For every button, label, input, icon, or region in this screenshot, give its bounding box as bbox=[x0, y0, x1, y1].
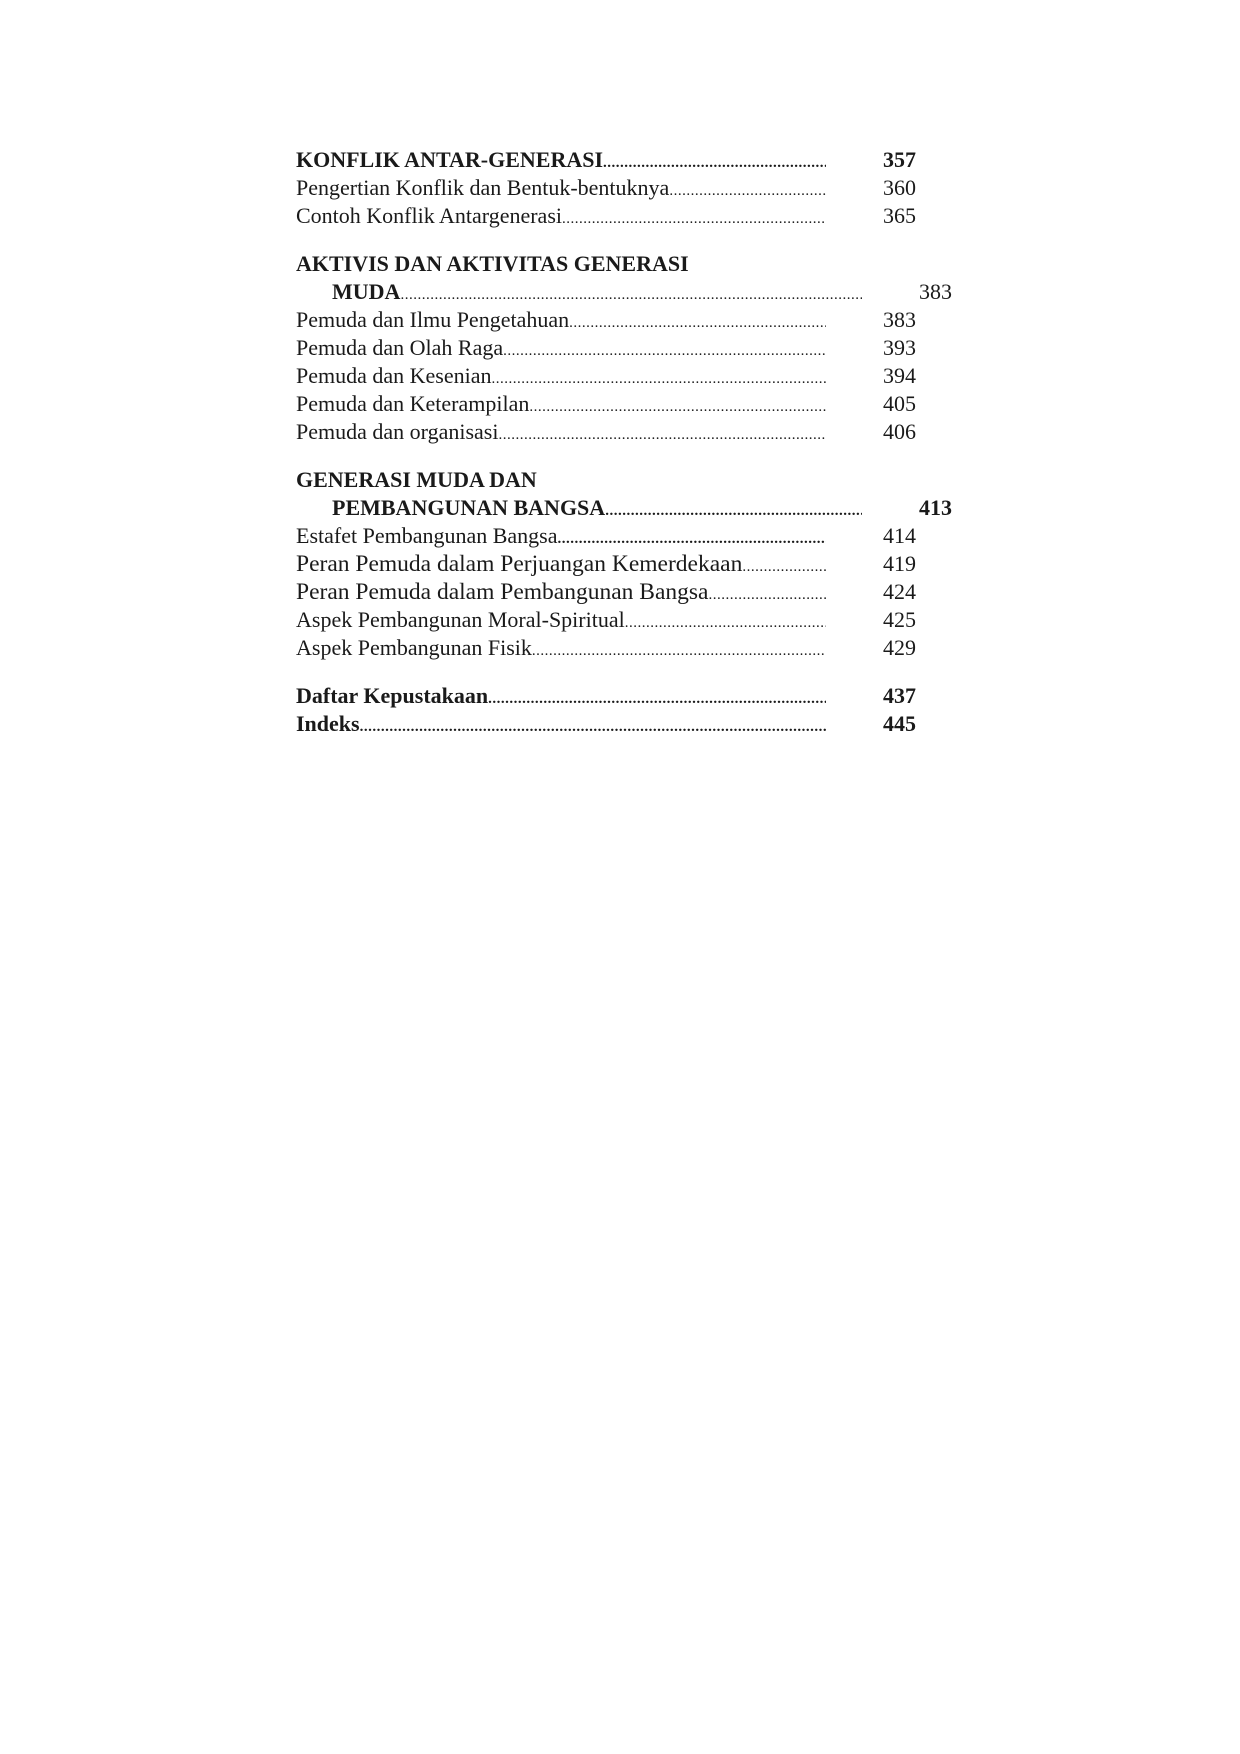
toc-entry-title: Indeks bbox=[296, 711, 360, 736]
toc-entry-page: 437 bbox=[883, 683, 916, 708]
toc-entry-section bbox=[296, 334, 916, 362]
toc-entry-title: Peran Pemuda dalam Pembangunan Bangsa bbox=[296, 579, 709, 605]
toc-entry-page: 419 bbox=[883, 551, 916, 576]
toc-entry-chapter bbox=[296, 278, 952, 306]
toc-entry-section bbox=[296, 550, 916, 578]
toc-entry-section bbox=[296, 634, 916, 662]
toc-entry-section bbox=[296, 390, 916, 418]
table-of-contents bbox=[296, 146, 952, 738]
toc-entry-title: Estafet Pembangunan Bangsa bbox=[296, 523, 558, 548]
dot-leader bbox=[605, 494, 862, 525]
dot-leader bbox=[492, 362, 827, 393]
dot-leader bbox=[488, 682, 826, 713]
toc-entry-section bbox=[296, 522, 916, 550]
toc-entry-chapter bbox=[296, 494, 952, 522]
toc-entry-page: 357 bbox=[883, 147, 916, 172]
dot-leader bbox=[503, 334, 826, 365]
toc-entry-title: Pemuda dan Ilmu Pengetahuan bbox=[296, 307, 570, 332]
dot-leader bbox=[603, 146, 826, 177]
dot-leader bbox=[708, 578, 826, 609]
toc-entry-page: 429 bbox=[883, 635, 916, 660]
toc-entry-title: Daftar Kepustakaan bbox=[296, 683, 489, 708]
toc-entry-page: 365 bbox=[883, 203, 916, 228]
toc-entry-section bbox=[296, 306, 916, 334]
toc-entry-title: KONFLIK ANTAR-GENERASI bbox=[296, 147, 604, 172]
toc-entry-title: Pemuda dan Kesenian bbox=[296, 363, 492, 388]
toc-entry-backmatter bbox=[296, 710, 916, 738]
dot-leader bbox=[669, 174, 826, 205]
toc-entry-title: Contoh Konflik Antargenerasi bbox=[296, 203, 562, 228]
dot-leader bbox=[400, 278, 862, 309]
toc-entry-section bbox=[296, 202, 916, 230]
toc-entry-title: Aspek Pembangunan Fisik bbox=[296, 635, 532, 660]
toc-entry-page: 394 bbox=[883, 363, 916, 388]
toc-entry-title: Aspek Pembangunan Moral-Spiritual bbox=[296, 607, 625, 632]
toc-entry-section bbox=[296, 174, 916, 202]
toc-entry-page: 360 bbox=[883, 175, 916, 200]
dot-leader bbox=[742, 550, 826, 581]
toc-entry-section bbox=[296, 578, 916, 606]
toc-entry-section bbox=[296, 362, 916, 390]
toc-entry-section bbox=[296, 606, 916, 634]
toc-entry-title: Peran Pemuda dalam Perjuangan Kemerdekaan bbox=[296, 551, 743, 577]
toc-entry-title: PEMBANGUNAN BANGSA bbox=[332, 495, 606, 520]
dot-leader bbox=[498, 418, 826, 449]
dot-leader bbox=[569, 306, 826, 337]
toc-entry-title: Pemuda dan organisasi bbox=[296, 419, 499, 444]
toc-entry-page: 425 bbox=[883, 607, 916, 632]
toc-entry-title: Pemuda dan Keterampilan bbox=[296, 391, 530, 416]
dot-leader bbox=[562, 202, 826, 233]
toc-entry-title: MUDA bbox=[332, 279, 401, 304]
toc-entry-title: Pemuda dan Olah Raga bbox=[296, 335, 504, 360]
toc-entry-page: 405 bbox=[883, 391, 916, 416]
dot-leader bbox=[558, 522, 827, 553]
toc-entry-page: 414 bbox=[883, 523, 916, 548]
toc-entry-page: 445 bbox=[883, 711, 916, 736]
toc-entry-page: 424 bbox=[883, 579, 916, 604]
dot-leader bbox=[360, 710, 826, 741]
toc-entry-title: Pengertian Konflik dan Bentuk-bentuknya bbox=[296, 175, 670, 200]
toc-entry-section bbox=[296, 418, 916, 446]
dot-leader bbox=[529, 390, 826, 421]
toc-entry-chapter bbox=[296, 146, 916, 174]
dot-leader bbox=[625, 606, 826, 637]
toc-chapter-heading-line: GENERASI MUDA DAN bbox=[296, 467, 537, 492]
dot-leader bbox=[532, 634, 826, 665]
toc-chapter-heading-line: AKTIVIS DAN AKTIVITAS GENERASI bbox=[296, 251, 689, 276]
toc-entry-page: 406 bbox=[883, 419, 916, 444]
toc-entry-page: 393 bbox=[883, 335, 916, 360]
toc-entry-backmatter bbox=[296, 682, 916, 710]
toc-entry-page: 383 bbox=[919, 279, 952, 304]
toc-entry-page: 383 bbox=[883, 307, 916, 332]
toc-entry-page: 413 bbox=[919, 495, 952, 520]
